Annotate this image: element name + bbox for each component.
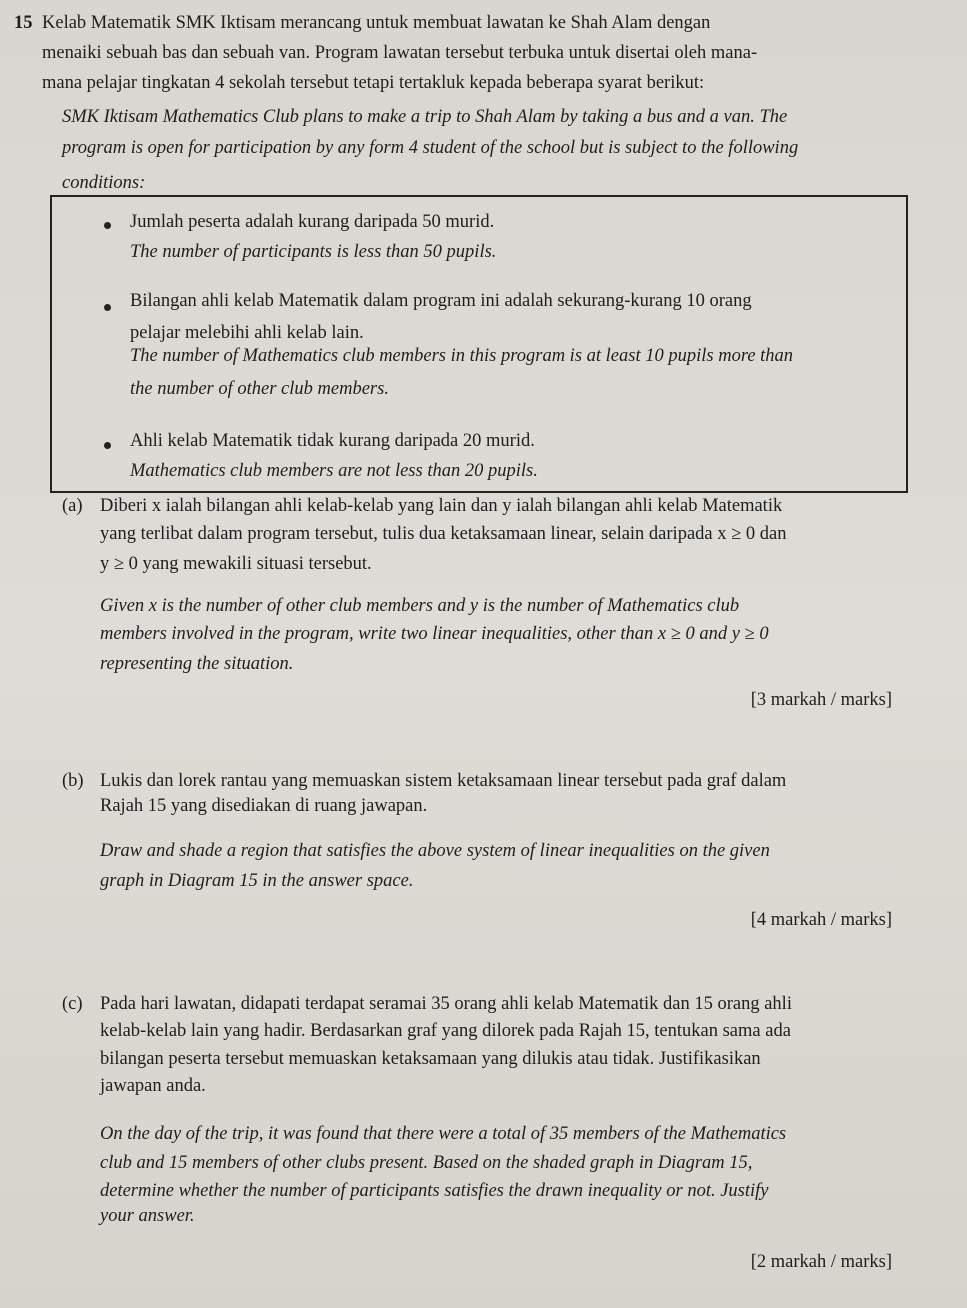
- part-ms: Pada hari lawatan, didapati terdapat seramai 35 orang ahli kelab Matematik dan 15 orang ahli: [100, 994, 792, 1014]
- bullet-icon: [104, 442, 111, 449]
- marks: [2 markah / marks]: [750, 1252, 892, 1272]
- part-en: members involved in the program, write two linear inequalities, other than x ≥ 0 and y ≥ 0: [100, 624, 769, 644]
- intro-ms-line: Kelab Matematik SMK Iktisam merancang untuk membuat lawatan ke Shah Alam dengan: [42, 13, 711, 33]
- part-ms: jawapan anda.: [100, 1076, 206, 1096]
- part-en: On the day of the trip, it was found that there were a total of 35 members of the Mathematics: [100, 1124, 787, 1144]
- part-en: graph in Diagram 15 in the answer space.: [100, 871, 414, 891]
- condition-ms: pelajar melebihi ahli kelab lain.: [130, 323, 364, 343]
- part-en: your answer.: [100, 1206, 195, 1226]
- condition-ms: Jumlah peserta adalah kurang daripada 50 murid.: [130, 212, 495, 232]
- intro-en-line: conditions:: [62, 173, 146, 193]
- part-ms: Rajah 15 yang disediakan di ruang jawapan.: [100, 796, 428, 816]
- part-label: (a): [62, 496, 83, 516]
- bullet-icon: [104, 222, 111, 229]
- intro-ms-line: menaiki sebuah bas dan sebuah van. Program lawatan tersebut terbuka untuk disertai oleh mana-: [42, 43, 758, 63]
- bullet-icon: [104, 304, 111, 311]
- marks: [4 markah / marks]: [750, 910, 892, 930]
- condition-en: The number of Mathematics club members in this program is at least 10 pupils more than: [130, 346, 794, 366]
- part-ms: bilangan peserta tersebut memuaskan ketaksamaan yang dilukis atau tidak. Justifikasikan: [100, 1049, 761, 1069]
- part-ms: yang terlibat dalam program tersebut, tulis dua ketaksamaan linear, selain daripada x ≥ 0 dan: [100, 524, 787, 544]
- marks: [3 markah / marks]: [750, 690, 892, 710]
- part-label: (b): [62, 771, 84, 791]
- condition-ms: Bilangan ahli kelab Matematik dalam program ini adalah sekurang-kurang 10 orang: [130, 291, 752, 311]
- part-ms: Lukis dan lorek rantau yang memuaskan sistem ketaksamaan linear tersebut pada graf dalam: [100, 771, 787, 791]
- intro-ms-line: mana pelajar tingkatan 4 sekolah tersebut tetapi tertakluk kepada beberapa syarat berikut:: [42, 73, 705, 93]
- part-ms: Diberi x ialah bilangan ahli kelab-kelab yang lain dan y ialah bilangan ahli kelab Matematik: [100, 496, 783, 516]
- part-en: determine whether the number of participants satisfies the drawn inequality or not. Justify: [100, 1181, 769, 1201]
- question-number: 15: [14, 13, 33, 33]
- condition-ms: Ahli kelab Matematik tidak kurang daripada 20 murid.: [130, 431, 535, 451]
- part-en: club and 15 members of other clubs present. Based on the shaded graph in Diagram 15,: [100, 1153, 753, 1173]
- part-en: Given x is the number of other club members and y is the number of Mathematics club: [100, 596, 740, 616]
- condition-en: Mathematics club members are not less than 20 pupils.: [130, 461, 538, 481]
- part-en: representing the situation.: [100, 654, 294, 674]
- part-ms: y ≥ 0 yang mewakili situasi tersebut.: [100, 554, 372, 574]
- part-en: Draw and shade a region that satisfies the above system of linear inequalities on the given: [100, 841, 770, 861]
- intro-en-line: program is open for participation by any form 4 student of the school but is subject to the following: [62, 138, 799, 158]
- part-ms: kelab-kelab lain yang hadir. Berdasarkan graf yang dilorek pada Rajah 15, tentukan sama ada: [100, 1021, 791, 1041]
- condition-en: The number of participants is less than 50 pupils.: [130, 242, 497, 262]
- part-label: (c): [62, 994, 83, 1014]
- intro-en-line: SMK Iktisam Mathematics Club plans to make a trip to Shah Alam by taking a bus and a van. The: [62, 107, 788, 127]
- condition-en: the number of other club members.: [130, 379, 389, 399]
